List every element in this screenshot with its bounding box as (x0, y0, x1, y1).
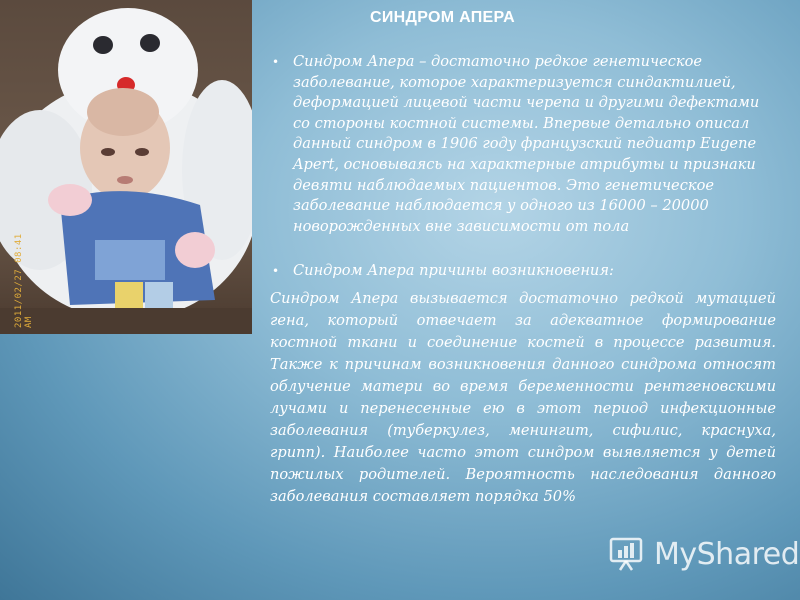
presentation-chart-icon (608, 536, 648, 572)
bullet-item (270, 261, 780, 282)
watermark (608, 536, 799, 572)
bullet-text: Синдром Апера причины возникновения: (293, 262, 614, 280)
slide-photo (0, 0, 252, 334)
slide-title: СИНДРОМ АПЕРА (370, 9, 515, 26)
bullet-item (270, 52, 780, 237)
watermark-text: MyShared (654, 536, 800, 572)
photo-datestamp: 2011/02/27 08:41 AM (14, 233, 34, 328)
body-paragraph: Синдром Апера вызывается достаточно редкой мутацией гена, который отвечает за адекватное формирование костной ткани и соединение костей в процессе развития. Также к причинам возникновения данного синдрома относят облучение матери во время беременности рентгеновскими лучами и перенесенные ею в этот период инфекционные заболевания (туберкулез, менингит, сифилис, краснуха, грипп). Наиболее часто этот синдром выявляется у детей пожилых родителей. Вероятность наследования данного заболевания составляет порядка 50% (270, 289, 776, 505)
slide-content (270, 52, 780, 508)
bullet-icon: • (272, 55, 280, 69)
photo-illustration (0, 0, 252, 334)
bullet-icon: • (272, 264, 280, 279)
bullet-text: Синдром Апера – достаточно редкое генетическое заболевание, которое характеризуется синдактилией, деформацией лицевой части черепа и другими дефектами со стороны костной системы. Впервые детально описал данный синдром в 1906 году французский педиатр Eugene Apert, основываясь на характерные атрибуты и признаки девяти наблюдаемых пациентов. Это генетическое заболевание наблюдается у одного из 16000 – 20000 новорожденных вне зависимости от пола (293, 53, 760, 235)
